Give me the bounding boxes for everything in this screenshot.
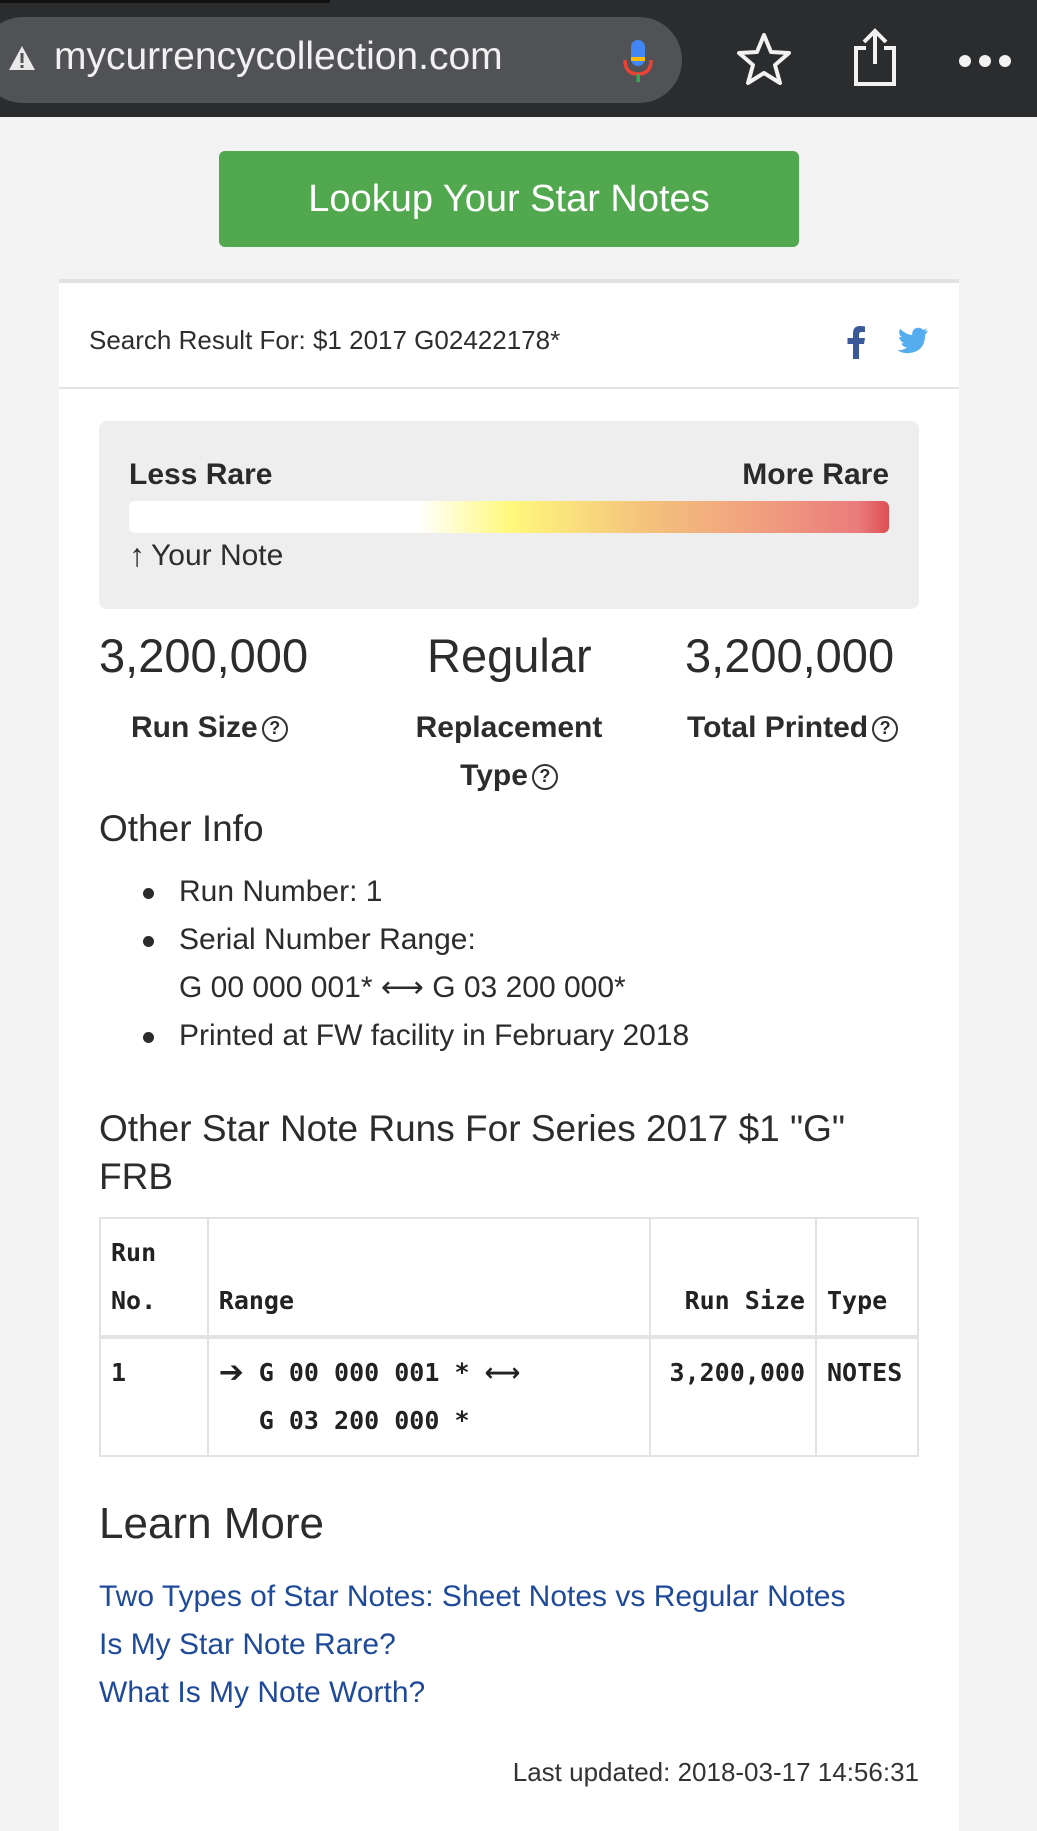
more-rare-label: More Rare	[742, 458, 889, 491]
note-worth-link[interactable]: What Is My Note Worth?	[99, 1676, 426, 1709]
serial-range-start: G 00 000 001*	[179, 971, 373, 1004]
total-printed-label-text: Total Printed	[687, 711, 869, 744]
browser-toolbar	[0, 0, 1037, 117]
star-note-runs-table	[99, 1217, 919, 1457]
star-icon[interactable]	[736, 32, 792, 86]
run-no-header-line1: Run	[111, 1238, 157, 1267]
replacement-type-label-line1: Replacement	[415, 711, 603, 744]
replacement-type-value: Regular	[427, 629, 592, 682]
rarity-gradient-bar	[129, 501, 889, 533]
range-cell	[208, 1337, 650, 1456]
type-cell: NOTES	[816, 1337, 918, 1456]
run-size-value: 3,200,000	[99, 629, 309, 682]
run-number-item: Run Number: 1	[99, 868, 919, 916]
mic-icon[interactable]	[620, 38, 656, 84]
run-no-header-line2: No.	[111, 1286, 157, 1315]
learn-more-title: Learn More	[99, 1499, 325, 1548]
run-size-label-text: Run Size	[131, 711, 258, 744]
help-icon[interactable]: ?	[532, 764, 558, 790]
url-text[interactable]: mycurrencycollection.com	[54, 35, 503, 78]
run-size-cell: 3,200,000	[650, 1337, 816, 1456]
share-icon[interactable]	[850, 28, 900, 88]
run-no-cell: 1	[100, 1337, 208, 1456]
up-arrow-icon: ↑	[129, 537, 145, 573]
search-result-title: Search Result For: $1 2017 G02422178*	[89, 325, 561, 355]
your-note-label: Your Note	[151, 538, 284, 572]
last-updated: Last updated: 2018-03-17 14:56:31	[512, 1757, 919, 1787]
your-note-marker	[129, 537, 283, 574]
type-header: Type	[816, 1218, 918, 1337]
total-printed-label	[687, 704, 898, 752]
right-arrow-icon[interactable]: ➔	[218, 1355, 244, 1390]
other-runs-title: Other Star Note Runs For Series 2017 $1 "G" FRB	[99, 1108, 846, 1197]
learn-more-links	[99, 1573, 919, 1717]
less-rare-label: Less Rare	[129, 458, 273, 491]
range-header: Range	[208, 1218, 650, 1337]
other-info-list	[99, 868, 919, 1060]
total-printed-value: 3,200,000	[685, 629, 895, 682]
is-my-note-rare-link[interactable]: Is My Star Note Rare?	[99, 1628, 396, 1661]
range-start: G 00 000 001 *	[258, 1358, 470, 1387]
rarity-meter	[99, 421, 919, 609]
lookup-star-notes-button[interactable]: Lookup Your Star Notes	[219, 151, 799, 247]
other-info-title: Other Info	[99, 808, 264, 849]
replacement-type-label-line2: Type	[460, 759, 528, 792]
run-size-label	[131, 704, 288, 752]
more-icon[interactable]	[958, 54, 1012, 68]
replacement-type-label	[399, 704, 619, 800]
serial-range-label: Serial Number Range:	[179, 923, 476, 956]
serial-range-end: G 03 200 000*	[432, 971, 626, 1004]
page-load-progress	[0, 0, 330, 3]
result-card	[59, 279, 959, 1831]
serial-range-item	[99, 916, 919, 1012]
table-row[interactable]	[100, 1337, 918, 1456]
facebook-icon[interactable]	[846, 325, 866, 359]
range-end: G 03 200 000 *	[258, 1406, 470, 1435]
help-icon[interactable]: ?	[872, 716, 898, 742]
run-no-header	[100, 1218, 208, 1337]
sheet-vs-regular-link[interactable]: Two Types of Star Notes: Sheet Notes vs Regular Notes	[99, 1580, 846, 1613]
warning-icon[interactable]	[8, 45, 36, 71]
help-icon[interactable]: ?	[262, 716, 288, 742]
run-size-header: Run Size	[650, 1218, 816, 1337]
printed-item: Printed at FW facility in February 2018	[99, 1012, 919, 1060]
double-arrow-icon: ⟷	[380, 971, 424, 1004]
card-header	[59, 283, 959, 389]
double-arrow-icon: ⟷	[484, 1358, 521, 1387]
serial-range-values	[179, 964, 919, 1012]
table-header-row	[100, 1218, 918, 1337]
twitter-icon[interactable]	[897, 327, 929, 355]
